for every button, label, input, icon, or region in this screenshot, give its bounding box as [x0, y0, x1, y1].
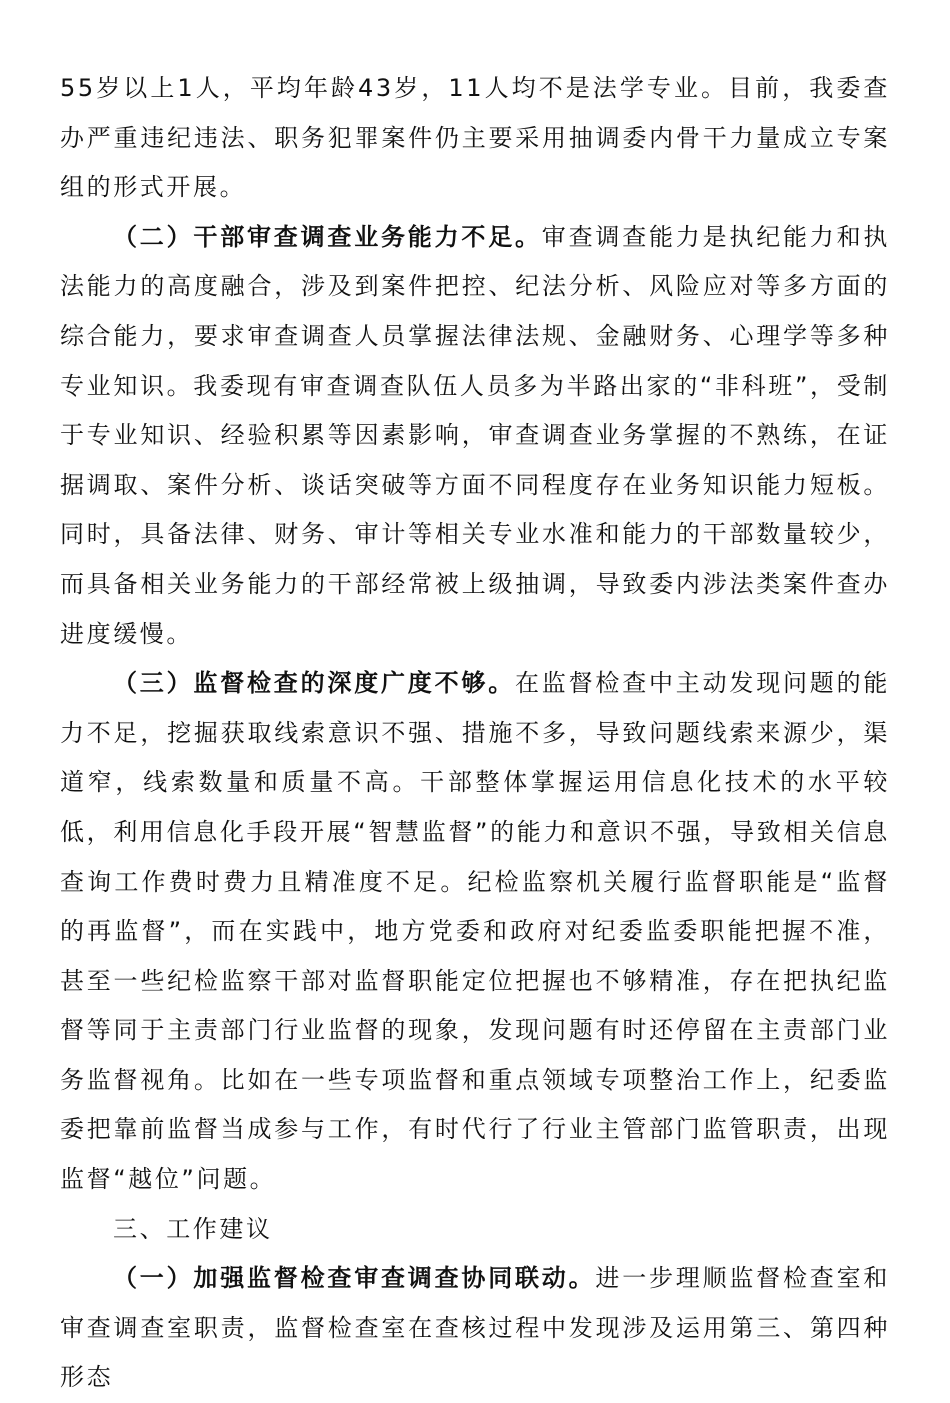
document-body [60, 64, 890, 1403]
paragraph-3 [60, 659, 890, 1205]
paragraph-4-heading: （一）加强监督检查审查调查协同联动。 [113, 1264, 596, 1293]
paragraph-2 [60, 213, 890, 659]
paragraph-1-text: 55岁以上1人，平均年龄43岁，11人均不是法学专业。目前，我委查办严重违纪违法、职务犯罪案件仍主要采用抽调委内骨干力量成立专案组的形式开展。 [60, 74, 890, 202]
section-heading-text: 三、工作建议 [113, 1214, 273, 1243]
paragraph-1 [60, 64, 890, 213]
section-heading [60, 1205, 890, 1255]
paragraph-3-text: 在监督检查中主动发现问题的能力不足，挖掘获取线索意识不强、措施不多，导致问题线索来源少，渠道窄，线索数量和质量不高。干部整体掌握运用信息化技术的水平较低，利用信息化手段开展“智慧监督”的能力和意识不强，导致相关信息查询工作费时费力且精准度不足。纪检监察机关履行监督职能是“监督的再监督”，而在实践中，地方党委和政府对纪委监委职能把握不准，甚至一些纪检监察干部对监督职能定位把握也不够精准，存在把执纪监督等同于主责部门行业监督的现象，发现问题有时还停留在主责部门业务监督视角。比如在一些专项监督和重点领域专项整治工作上，纪委监委把靠前监督当成参与工作，有时代行了行业主管部门监管职责，出现监督“越位”问题。 [60, 669, 890, 1194]
paragraph-3-heading: （三）监督检查的深度广度不够。 [113, 669, 515, 698]
paragraph-4 [60, 1254, 890, 1403]
paragraph-2-text: 审查调查能力是执纪能力和执法能力的高度融合，涉及到案件把控、纪法分析、风险应对等多方面的综合能力，要求审查调查人员掌握法律法规、金融财务、心理学等多种专业知识。我委现有审查调查队伍人员多为半路出家的“非科班”，受制于专业知识、经验积累等因素影响，审查调查业务掌握的不熟练，在证据调取、案件分析、谈话突破等方面不同程度存在业务知识能力短板。同时，具备法律、财务、审计等相关专业水准和能力的干部数量较少，而具备相关业务能力的干部经常被上级抽调，导致委内涉法类案件查办进度缓慢。 [60, 222, 890, 648]
paragraph-2-heading: （二）干部审查调查业务能力不足。 [113, 222, 542, 251]
paragraph-4-text: 进一步理顺监督检查室和审查调查室职责，监督检查室在查核过程中发现涉及运用第三、第四种形态 [60, 1264, 890, 1392]
